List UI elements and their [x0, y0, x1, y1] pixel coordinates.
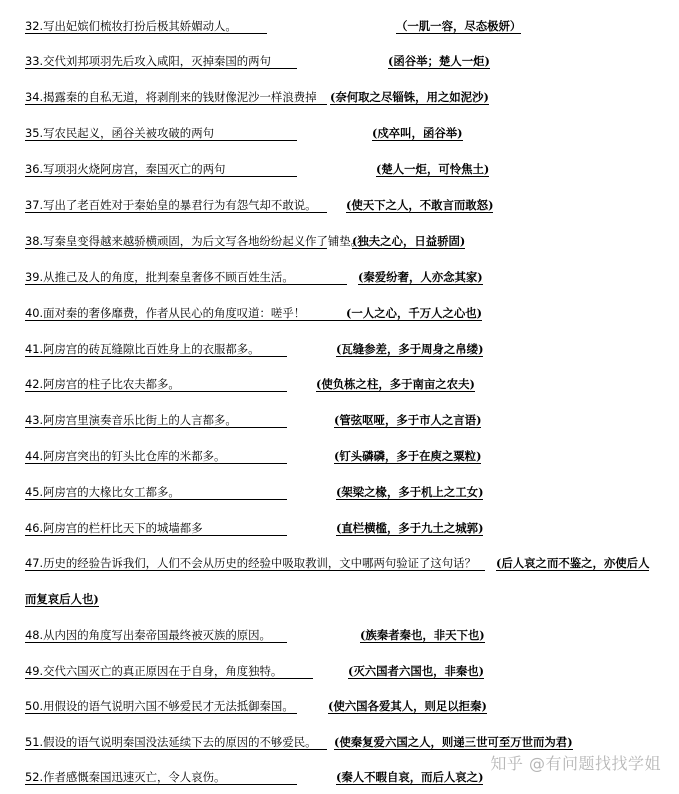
question-text: 45.阿房宫的大椽比女工都多。 — [25, 485, 287, 500]
answer-text: (楚人一炬，可怜焦土) — [376, 162, 490, 176]
answer-text: (后人哀之而不鉴之，亦使后人 — [496, 556, 650, 570]
answer-text: (使秦复爱六国之人，则递三世可至万世而为君) — [334, 735, 573, 749]
answer-text: (钉头磷磷，多于在庾之粟粒) — [334, 449, 482, 463]
answer-text: (使六国各爱其人，则足以拒秦) — [328, 699, 487, 713]
question-text: 42.阿房宫的柱子比农夫都多。 — [25, 377, 287, 392]
question-text: 49.交代六国灭亡的真正原因在于自身，角度独特。 — [25, 664, 313, 679]
question-text: 43.阿房宫里演奏音乐比街上的人言都多。 — [25, 413, 287, 428]
question-text: 37.写出了老百姓对于秦始皇的暴君行为有怨气却不敢说。 — [25, 198, 327, 213]
question-text: 50.用假设的语气说明六国不够爱民才无法抵御秦国。 — [25, 699, 297, 714]
question-text: 41.阿房宫的砖瓦缝隙比百姓身上的衣服都多。 — [25, 342, 287, 357]
answer-text: (秦爱纷奢，人亦念其家) — [358, 270, 483, 284]
question-text: 48.从内因的角度写出秦帝国最终被灭族的原因。 — [25, 628, 287, 643]
answer-text: (使负栋之柱，多于南亩之农夫) — [316, 377, 475, 391]
answer-text: (函谷举；楚人一炬) — [388, 54, 490, 68]
answer-text: (灭六国者六国也，非秦也) — [348, 664, 485, 678]
question-text: 44.阿房宫突出的钉头比仓库的米都多。 — [25, 449, 287, 464]
question-text: 47.历史的经验告诉我们，人们不会从历史的经验中吸取教训，文中哪两句验证了这句话？ — [25, 556, 485, 571]
question-text: 52.作者感慨秦国迅速灭亡，令人哀伤。 — [25, 770, 297, 785]
answer-text: (族秦者秦也，非天下也) — [360, 628, 485, 642]
answer-text: （一肌一容，尽态极妍） — [396, 19, 522, 33]
answer-text: (戍卒叫，函谷举) — [372, 126, 463, 140]
question-text: 36.写项羽火烧阿房宫，秦国灭亡的两句 — [25, 162, 297, 177]
question-text: 33.交代刘邦项羽先后攻入咸阳，灭掉秦国的两句 — [25, 54, 297, 69]
answer-text: (一人之心，千万人之心也) — [346, 306, 483, 320]
watermark: 知乎 @有问题找找学姐 — [490, 754, 661, 773]
question-text: 34.揭露秦的自私无道，将剥削来的钱财像泥沙一样浪费掉 — [25, 90, 327, 105]
answer-text: (秦人不暇自哀，而后人哀之) — [336, 770, 484, 784]
answer-text-continued: 而复哀后人也) — [25, 592, 99, 606]
answer-text: (独夫之心，日益骄固) — [352, 234, 466, 248]
question-text: 35.写农民起义，函谷关被攻破的两句 — [25, 126, 297, 141]
question-text: 39.从推己及人的角度，批判秦皇奢侈不顾百姓生活。 — [25, 270, 347, 285]
question-text: 32.写出妃嫔们梳妆打扮后极其娇媚动人。 — [25, 19, 267, 34]
answer-text: (直栏横槛，多于九土之城郭) — [336, 521, 484, 535]
answer-text: (奈何取之尽锱铢，用之如泥沙) — [330, 90, 489, 104]
question-text: 38.写秦皇变得越来越骄横顽固，为后文写各地纷纷起义作了铺垫。 — [25, 234, 363, 248]
answer-text: (使天下之人，不敢言而敢怒) — [346, 198, 494, 212]
answer-text: (架梁之椽，多于机上之工女) — [336, 485, 484, 499]
answer-text: (瓦缝参差，多于周身之帛缕) — [336, 342, 484, 356]
question-text: 51.假设的语气说明秦国没法延续下去的原因的不够爱民。 — [25, 735, 327, 750]
question-text: 46.阿房宫的栏杆比天下的城墙都多 — [25, 521, 287, 536]
answer-text: (管弦呕哑，多于市人之言语) — [334, 413, 482, 427]
question-text: 40.面对秦的奢侈靡费，作者从民心的角度叹道：嗟乎！ — [25, 306, 355, 321]
